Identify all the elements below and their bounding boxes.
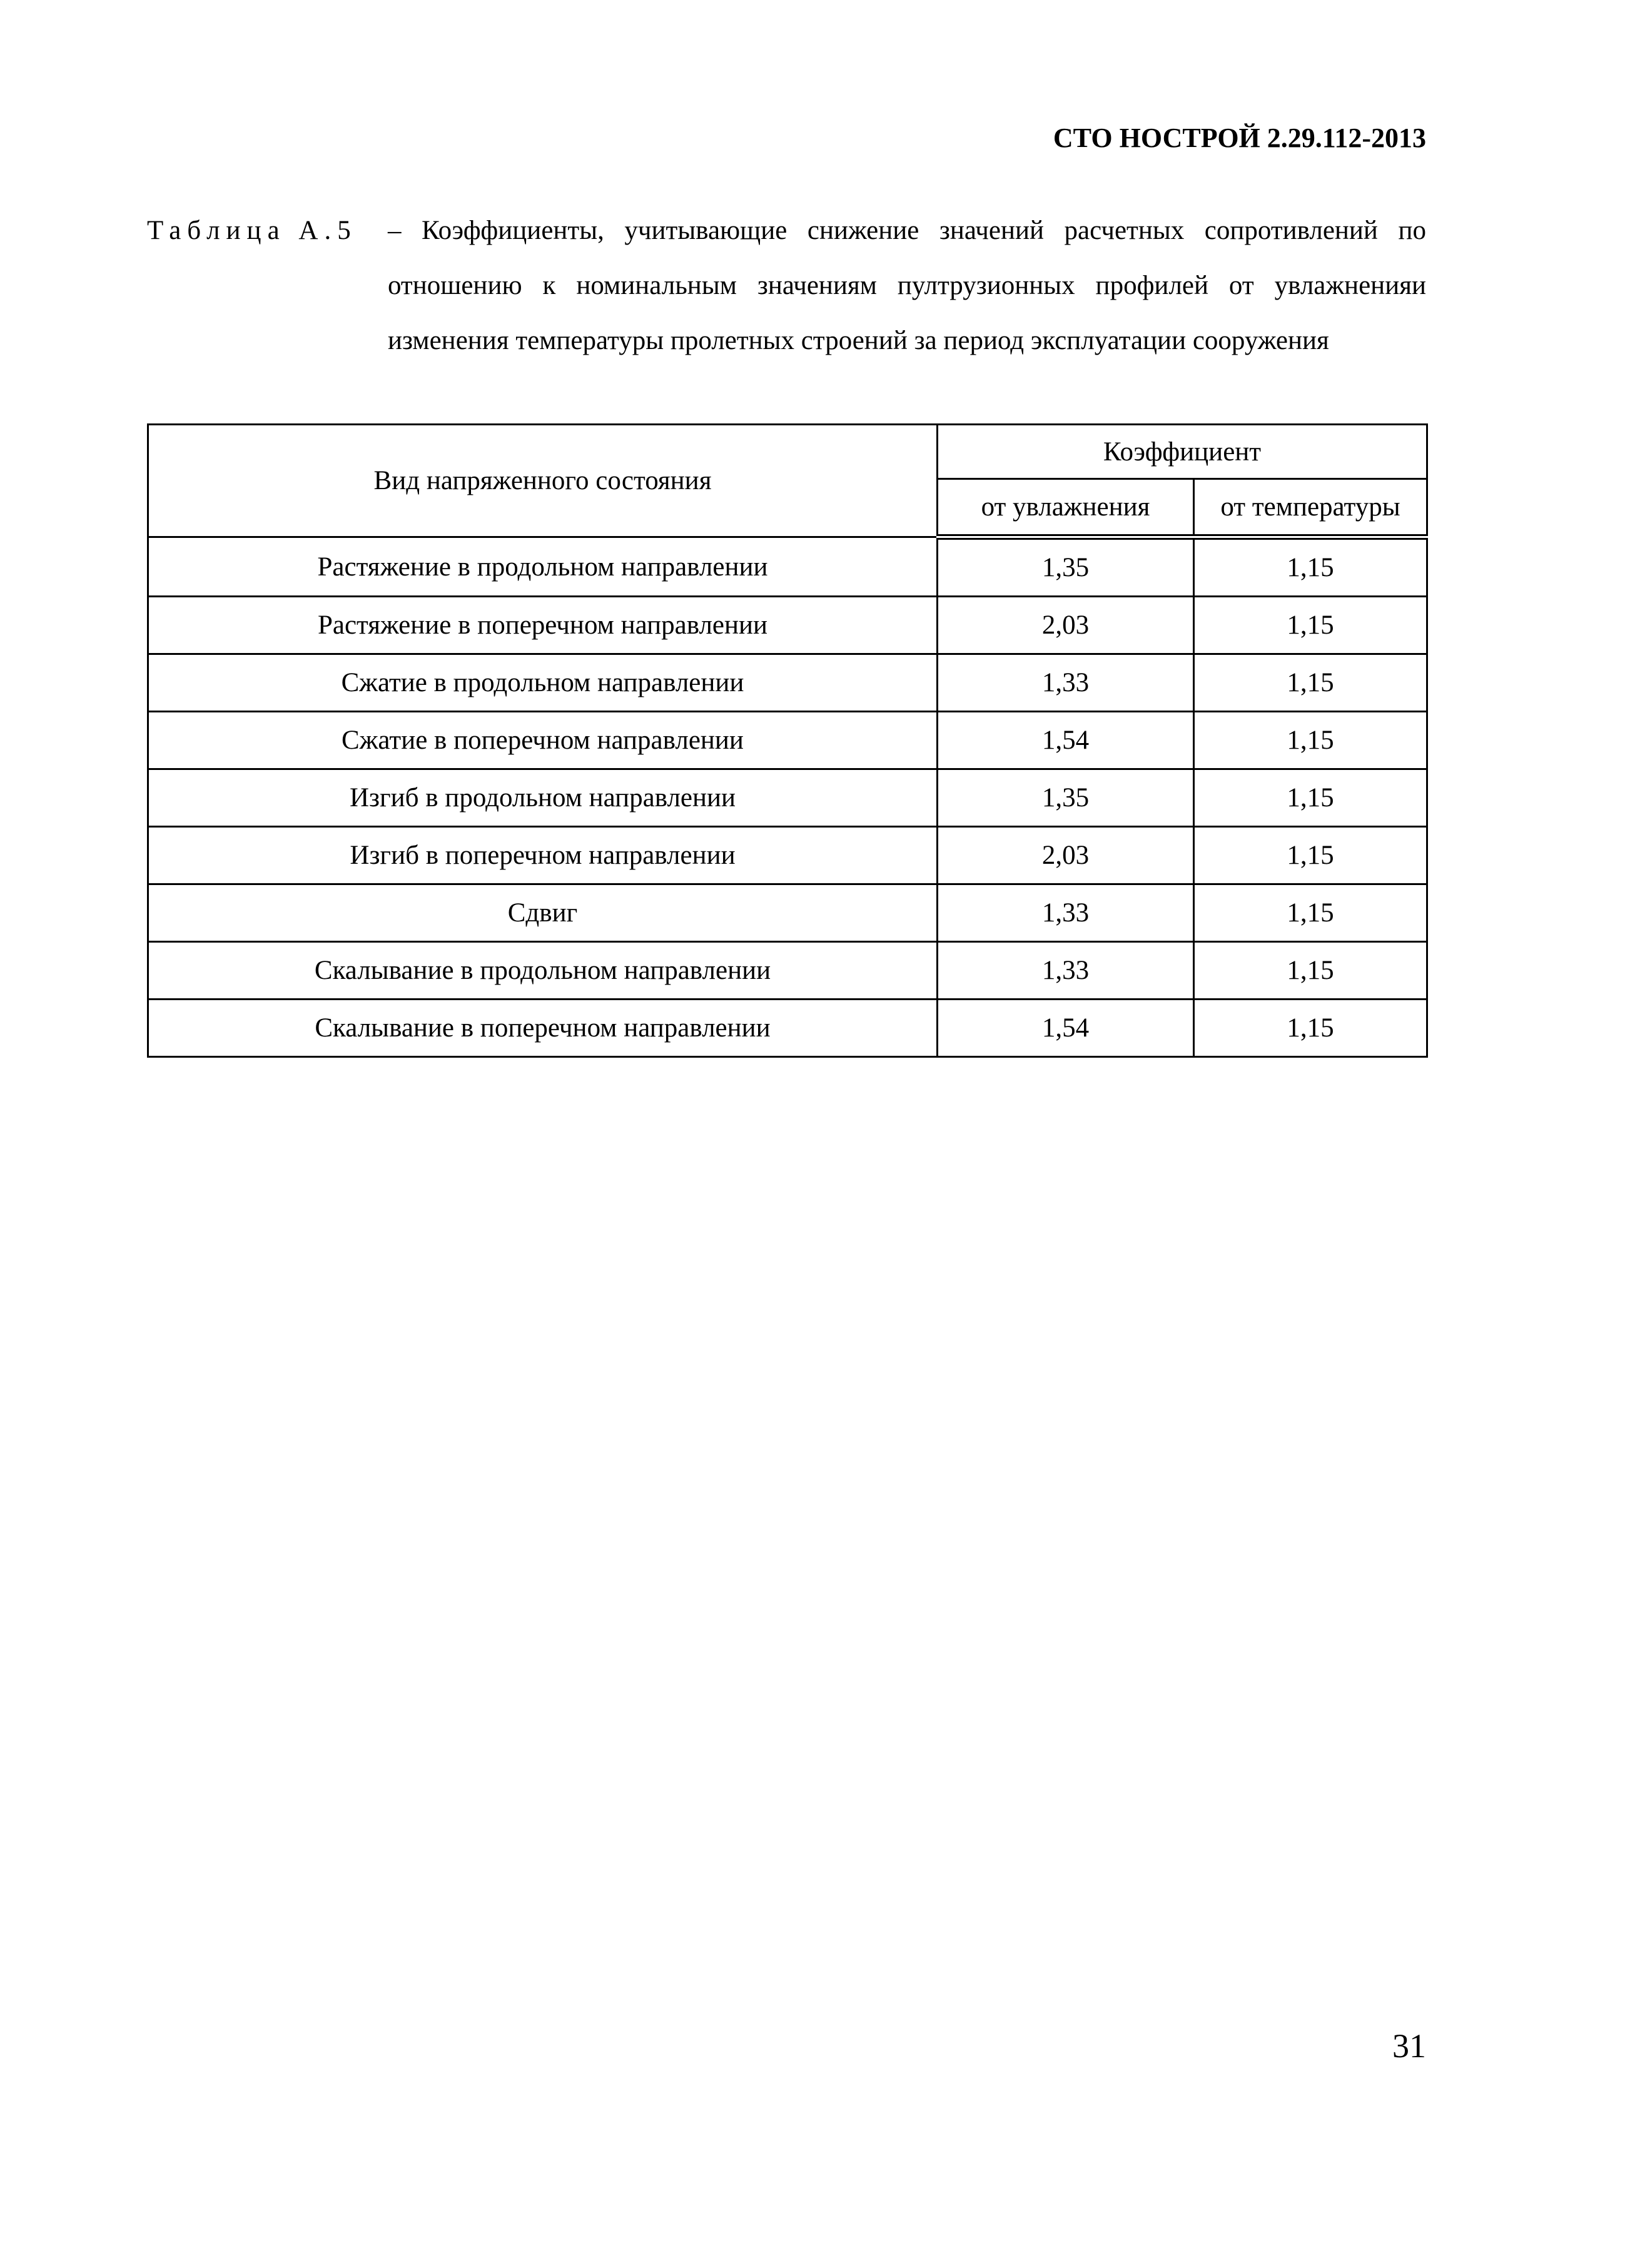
table-row (148, 827, 1427, 884)
cell-temperature: 1,15 (1194, 1000, 1427, 1057)
cell-humidity: 1,54 (938, 1000, 1194, 1057)
coefficients-table-wrap (147, 423, 1426, 1058)
table-caption (147, 203, 1426, 368)
table-row (148, 1000, 1427, 1057)
cell-state: Растяжение в поперечном направлении (148, 597, 938, 654)
table-body (148, 537, 1427, 1057)
cell-humidity: 1,33 (938, 654, 1194, 712)
cell-humidity: 1,35 (938, 769, 1194, 827)
table-row (148, 654, 1427, 712)
cell-temperature: 1,15 (1194, 654, 1427, 712)
cell-humidity: 2,03 (938, 597, 1194, 654)
page-number: 31 (1392, 2027, 1426, 2065)
table-row (148, 942, 1427, 1000)
cell-humidity: 1,33 (938, 942, 1194, 1000)
header-coefficient: Коэффициент (938, 425, 1427, 479)
cell-state: Растяжение в продольном направлении (148, 537, 938, 597)
cell-state: Скалывание в поперечном направлении (148, 1000, 938, 1057)
cell-temperature: 1,15 (1194, 597, 1427, 654)
cell-state: Скалывание в продольном направлении (148, 942, 938, 1000)
cell-humidity: 2,03 (938, 827, 1194, 884)
table-row (148, 597, 1427, 654)
document-header: СТО НОСТРОЙ 2.29.112-2013 (1053, 123, 1426, 153)
caption-text: – Коэффициенты, учитывающие снижение значений расчетных сопротивлений по отношению к номинальным значениям пултрузионных профилей от увлажненияи изменения температуры пролетных строений за период эксплуатации сооружения (388, 216, 1426, 355)
cell-temperature: 1,15 (1194, 769, 1427, 827)
cell-state: Изгиб в продольном направлении (148, 769, 938, 827)
cell-temperature: 1,15 (1194, 827, 1427, 884)
cell-temperature: 1,15 (1194, 884, 1427, 942)
table-row (148, 884, 1427, 942)
cell-humidity: 1,54 (938, 712, 1194, 769)
table-row (148, 769, 1427, 827)
header-temperature: от температуры (1194, 479, 1427, 537)
table-row (148, 712, 1427, 769)
cell-temperature: 1,15 (1194, 712, 1427, 769)
cell-humidity: 1,33 (938, 884, 1194, 942)
cell-state: Сжатие в поперечном направлении (148, 712, 938, 769)
coefficients-table (147, 423, 1428, 1058)
header-humidity: от увлажнения (938, 479, 1194, 537)
cell-temperature: 1,15 (1194, 942, 1427, 1000)
table-row (148, 537, 1427, 597)
cell-state: Сжатие в продольном направлении (148, 654, 938, 712)
cell-state: Сдвиг (148, 884, 938, 942)
cell-temperature: 1,15 (1194, 537, 1427, 597)
header-state: Вид напряженного состояния (148, 425, 938, 537)
caption-label: Таблица А.5 (147, 216, 357, 245)
cell-humidity: 1,35 (938, 537, 1194, 597)
cell-state: Изгиб в поперечном направлении (148, 827, 938, 884)
